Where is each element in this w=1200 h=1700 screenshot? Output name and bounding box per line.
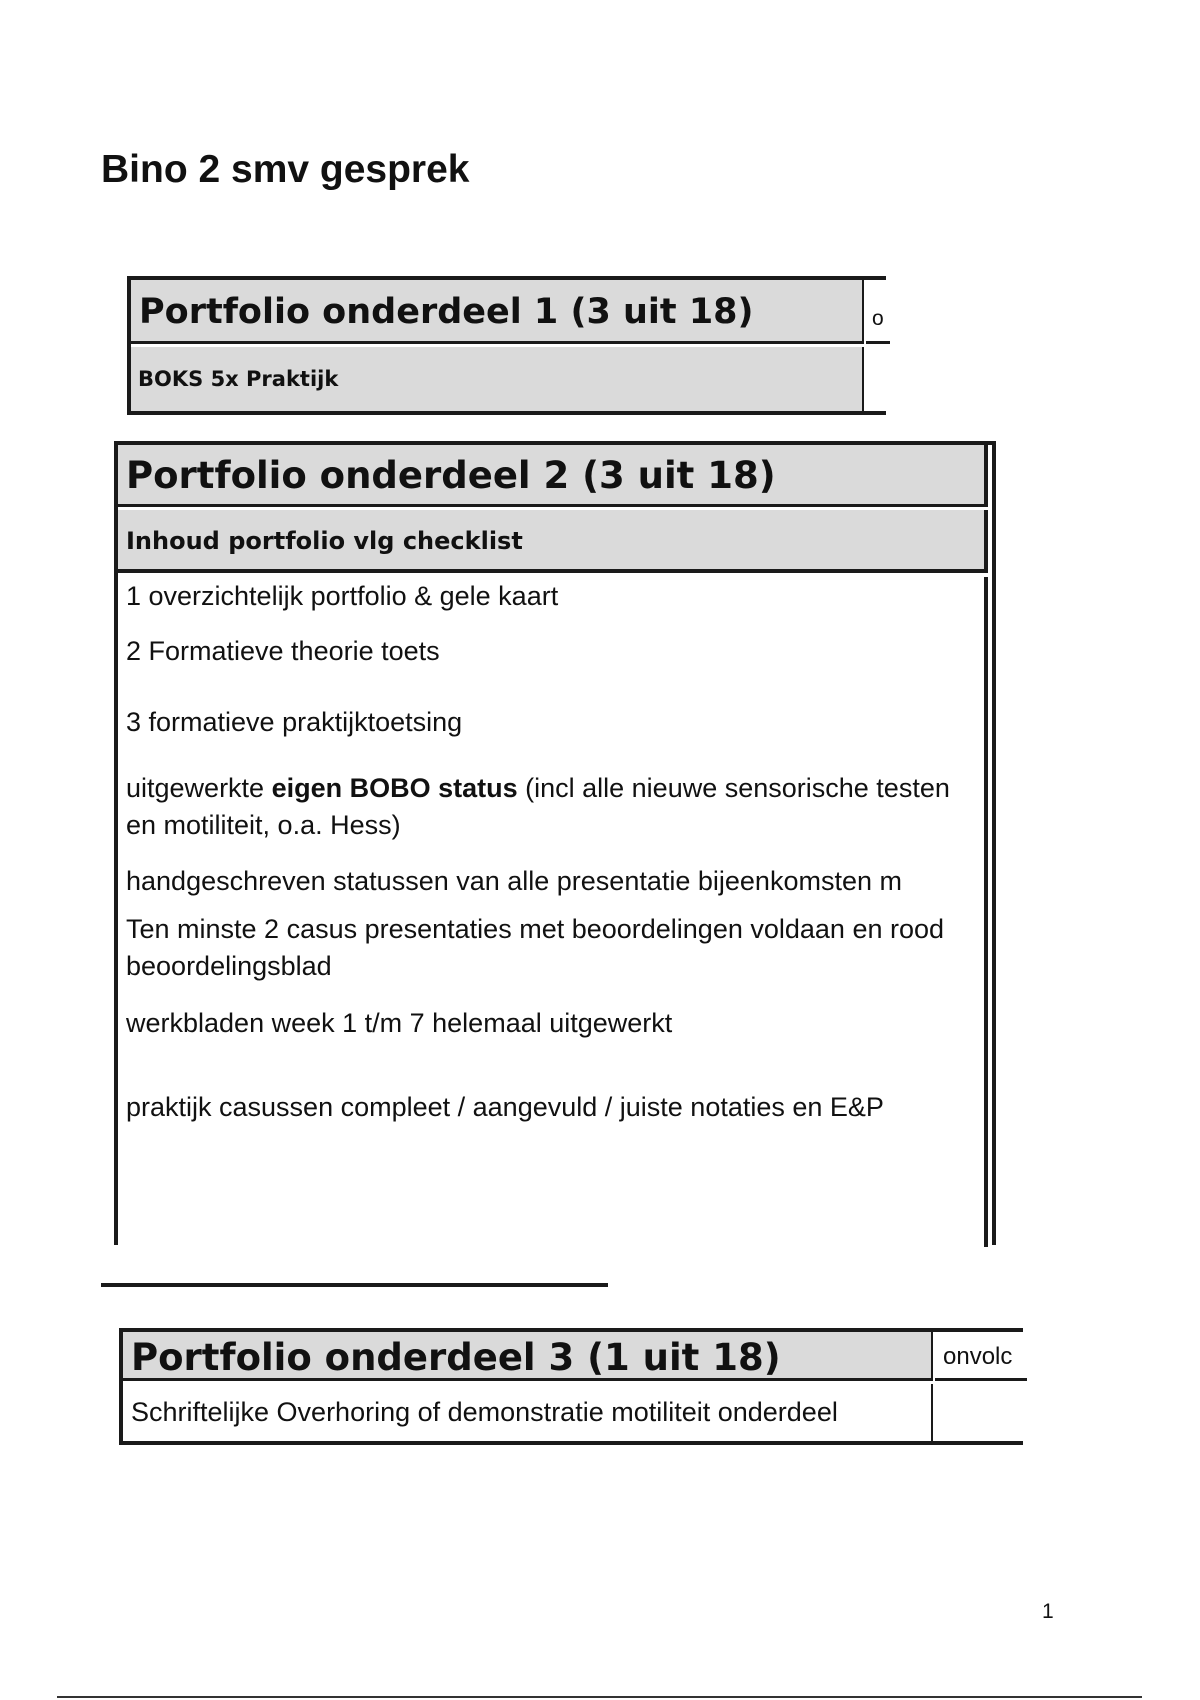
portfolio-section-2-table bbox=[114, 441, 996, 1245]
footer-line bbox=[57, 1696, 1142, 1698]
separator-line bbox=[101, 1283, 608, 1287]
checklist-item: handgeschreven statussen van alle presentatie bijeenkomsten m bbox=[126, 866, 902, 896]
checklist-item: 2 Formatieve theorie toets bbox=[126, 636, 440, 666]
section-3-header: Portfolio onderdeel 3 (1 uit 18) bbox=[123, 1332, 933, 1381]
checklist-item: werkbladen week 1 t/m 7 helemaal uitgewerkt bbox=[126, 1008, 673, 1038]
section-3-row-side bbox=[935, 1384, 1027, 1441]
section-3-header-side: onvolc bbox=[935, 1332, 1027, 1381]
checklist-item: Ten minste 2 casus presentaties met beoordelingen voldaan en rood beoordelingsblad bbox=[126, 914, 945, 981]
checklist-item: 1 overzichtelijk portfolio & gele kaart bbox=[126, 581, 559, 611]
section-1-header-side: o bbox=[866, 280, 890, 344]
checklist-item: 3 formatieve praktijktoetsing bbox=[126, 707, 463, 737]
checklist-item-text: (incl alle nieuwe sensorische testen en motiliteit, o.a. Hess) bbox=[126, 773, 950, 840]
section-2-header: Portfolio onderdeel 2 (3 uit 18) bbox=[118, 445, 988, 507]
page-title: Bino 2 smv gesprek bbox=[101, 148, 470, 191]
checklist-item-bold: eigen BOBO status bbox=[271, 773, 518, 803]
section-2-subheader: Inhoud portfolio vlg checklist bbox=[118, 510, 988, 573]
portfolio-section-3-table bbox=[119, 1328, 1023, 1445]
section-1-header: Portfolio onderdeel 1 (3 uit 18) bbox=[131, 280, 864, 344]
checklist-item: praktijk casussen compleet / aangevuld / juiste notaties en E&P bbox=[126, 1092, 884, 1122]
checklist-item-text: uitgewerkte bbox=[126, 773, 272, 803]
section-2-checklist bbox=[118, 577, 988, 1247]
portfolio-section-1-table bbox=[127, 276, 886, 415]
section-3-row: Schriftelijke Overhoring of demonstratie motiliteit onderdeel bbox=[123, 1384, 933, 1441]
page-number: 1 bbox=[1042, 1600, 1054, 1623]
section-1-row: BOKS 5x Praktijk bbox=[131, 347, 864, 411]
checklist-item bbox=[126, 770, 986, 844]
